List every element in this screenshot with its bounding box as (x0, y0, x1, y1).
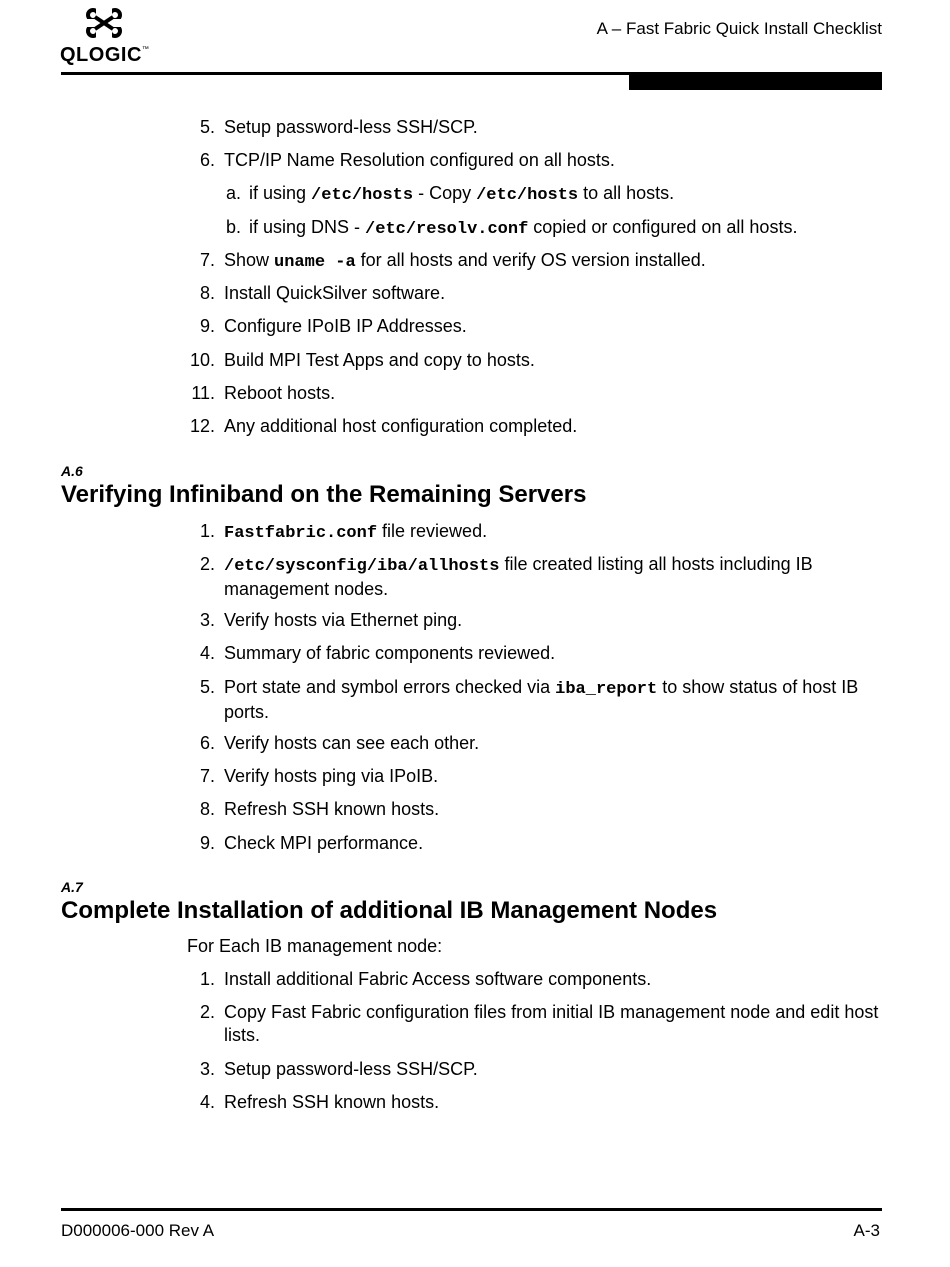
code-text: Fastfabric.conf (224, 524, 378, 543)
section-title: Complete Installation of additional IB Management Nodes (61, 897, 718, 924)
qlogic-logo (60, 8, 152, 64)
section-number: A.6 (61, 463, 83, 479)
code-text: uname -a (274, 253, 356, 272)
footer-doc-id: D000006-000 Rev A (61, 1221, 215, 1240)
code-text: /etc/sysconfig/iba/allhosts (224, 557, 500, 576)
code-text: iba_report (555, 680, 658, 699)
running-header-title: A – Fast Fabric Quick Install Checklist (596, 19, 882, 38)
header-bar (629, 74, 882, 90)
section-number: A.7 (61, 879, 83, 895)
footer-page-number: A-3 (853, 1221, 880, 1240)
qlogic-logo-icon (82, 8, 126, 38)
section-title: Verifying Infiniband on the Remaining Servers (61, 481, 587, 508)
footer-rule (61, 1208, 882, 1211)
code-text: /etc/hosts (476, 186, 579, 205)
section-intro: For Each IB management node: (187, 936, 443, 956)
qlogic-logo-text: QLOGIC™ (60, 44, 150, 66)
code-text: /etc/resolv.conf (365, 220, 529, 239)
code-text: /etc/hosts (311, 186, 414, 205)
document-page: QLOGIC™ A – Fast Fabric Quick Install Checklist 5. Setup password-less SSH/SCP. 6. TCP/IP Name Resolution configured on all hosts. a. if using /etc/hosts - Copy /etc/hosts to all hosts. b. if using DNS - /etc/resolv.conf copied or configured on all hosts. 7. Show uname -a for all hosts and verify OS version installed. 8. Install QuickSilver software. 9. Configure IPoIB IP Addresses. 10. Build MPI Test Apps and copy to hosts. 11. Reboot hosts. 12. Any additional host configuration completed. A.6 Verifying Infiniband on the Remaining Servers 1. Fastfabric.conf file reviewed. 2. /etc/sysconfig/iba/allhosts file created listing all hosts including IB management nodes. 3. Verify hosts via Ethernet ping. 4. Summary of fabric components reviewed. 5. Port state and symbol errors checked via iba_report to show status of host IB ports. 6. Verify hosts can see each other. 7. Verify hosts ping via IPoIB. 8. Refresh SSH known hosts. 9. Check MPI performance. A.7 Complete Installation of additional IB Management Nodes For Each IB management node: 1. Install additional Fabric Access software components. 2. Copy Fast Fabric configuration files from initial IB management node and edit host lists. 3. Setup password-less SSH/SCP. 4. Refresh SSH known hosts. D000006-000 Rev A A-3 (0, 0, 950, 1267)
